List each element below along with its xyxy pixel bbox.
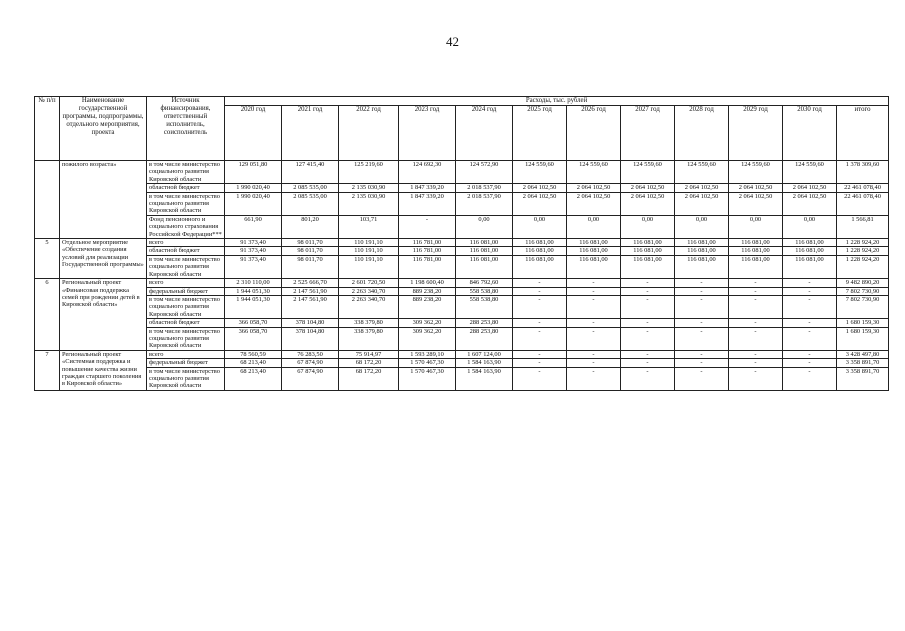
amount-cell: 116 081,00 xyxy=(513,255,567,278)
funding-source: федеральный бюджет xyxy=(147,287,225,295)
funding-source: всего xyxy=(147,279,225,287)
amount-cell: 288 253,80 xyxy=(456,327,513,350)
table-body xyxy=(35,161,889,391)
amount-cell: - xyxy=(621,279,675,287)
header-year: 2026 год xyxy=(567,106,621,161)
amount-cell: 2 064 102,50 xyxy=(567,184,621,192)
header-year: 2023 год xyxy=(399,106,456,161)
amount-cell: 2 064 102,50 xyxy=(567,192,621,215)
amount-cell: - xyxy=(783,295,837,318)
amount-cell: 1 847 339,20 xyxy=(399,184,456,192)
amount-cell: 9 482 890,20 xyxy=(837,279,889,287)
amount-cell: 78 560,59 xyxy=(225,350,282,358)
amount-cell: 1 944 051,30 xyxy=(225,287,282,295)
amount-cell: 2 064 102,50 xyxy=(513,192,567,215)
amount-cell: 1 570 467,30 xyxy=(399,359,456,367)
amount-cell: 2 064 102,50 xyxy=(621,192,675,215)
amount-cell: 22 461 078,40 xyxy=(837,184,889,192)
amount-cell: 1 228 924,20 xyxy=(837,255,889,278)
amount-cell: 116 081,00 xyxy=(675,247,729,255)
funding-source: в том числе министерство социального развития Кировской области xyxy=(147,327,225,350)
amount-cell: 889 238,20 xyxy=(399,295,456,318)
amount-cell: - xyxy=(567,327,621,350)
amount-cell: - xyxy=(783,319,837,327)
amount-cell: 110 191,10 xyxy=(339,255,399,278)
amount-cell: 7 802 730,90 xyxy=(837,287,889,295)
amount-cell: - xyxy=(675,295,729,318)
amount-cell: 116 781,00 xyxy=(399,255,456,278)
header-expenses: Расходы, тыс. рублей xyxy=(225,97,889,106)
row-number: 5 xyxy=(35,239,60,279)
amount-cell: 1 607 124,00 xyxy=(456,350,513,358)
amount-cell: 2 263 340,70 xyxy=(339,295,399,318)
amount-cell: 124 559,60 xyxy=(513,161,567,184)
amount-cell: 3 358 891,70 xyxy=(837,367,889,390)
amount-cell: 68 213,40 xyxy=(225,359,282,367)
program-name: Региональный проект «Системная поддержка и повышение качества жизни граждан старшего поколения в Кировской области» xyxy=(60,350,147,390)
amount-cell: 1 593 289,10 xyxy=(399,350,456,358)
amount-cell: 1 584 163,90 xyxy=(456,367,513,390)
amount-cell: 0,00 xyxy=(729,215,783,238)
amount-cell: 1 584 163,90 xyxy=(456,359,513,367)
header-year: 2030 год xyxy=(783,106,837,161)
amount-cell: - xyxy=(513,319,567,327)
amount-cell: 67 874,90 xyxy=(282,367,339,390)
amount-cell: 0,00 xyxy=(675,215,729,238)
amount-cell: 1 680 159,30 xyxy=(837,327,889,350)
amount-cell: - xyxy=(513,295,567,318)
table-row xyxy=(35,279,889,287)
amount-cell: 22 461 078,40 xyxy=(837,192,889,215)
amount-cell: 2 064 102,50 xyxy=(675,184,729,192)
amount-cell: - xyxy=(513,359,567,367)
amount-cell: - xyxy=(675,279,729,287)
amount-cell: 801,20 xyxy=(282,215,339,238)
amount-cell: - xyxy=(675,327,729,350)
table-header xyxy=(35,97,889,161)
table-row xyxy=(35,295,889,318)
amount-cell: 124 572,90 xyxy=(456,161,513,184)
amount-cell: 116 081,00 xyxy=(729,255,783,278)
header-year: 2025 год xyxy=(513,106,567,161)
amount-cell: - xyxy=(729,359,783,367)
amount-cell: 68 172,20 xyxy=(339,359,399,367)
amount-cell: 116 081,00 xyxy=(567,239,621,247)
amount-cell: - xyxy=(513,279,567,287)
amount-cell: 0,00 xyxy=(567,215,621,238)
amount-cell: 125 219,60 xyxy=(339,161,399,184)
row-number: 6 xyxy=(35,279,60,351)
amount-cell: 1 566,81 xyxy=(837,215,889,238)
amount-cell: 1 680 159,30 xyxy=(837,319,889,327)
table-row xyxy=(35,161,889,184)
amount-cell: - xyxy=(567,350,621,358)
amount-cell: - xyxy=(513,327,567,350)
amount-cell: 2 147 561,90 xyxy=(282,287,339,295)
amount-cell: - xyxy=(621,287,675,295)
amount-cell: 116 081,00 xyxy=(675,255,729,278)
amount-cell: 124 559,60 xyxy=(675,161,729,184)
table-row xyxy=(35,287,889,295)
amount-cell: - xyxy=(513,367,567,390)
amount-cell: - xyxy=(729,287,783,295)
header-no: № п/п xyxy=(35,97,60,161)
amount-cell: 98 011,70 xyxy=(282,255,339,278)
amount-cell: - xyxy=(783,350,837,358)
funding-source: областной бюджет xyxy=(147,184,225,192)
amount-cell: - xyxy=(621,327,675,350)
amount-cell: 116 081,00 xyxy=(675,239,729,247)
amount-cell: - xyxy=(783,359,837,367)
table-row xyxy=(35,247,889,255)
header-year: 2028 год xyxy=(675,106,729,161)
amount-cell: - xyxy=(783,327,837,350)
amount-cell: - xyxy=(621,319,675,327)
amount-cell: 1 570 467,30 xyxy=(399,367,456,390)
amount-cell: - xyxy=(621,295,675,318)
amount-cell: 116 081,00 xyxy=(456,247,513,255)
table-row xyxy=(35,192,889,215)
amount-cell: - xyxy=(729,279,783,287)
amount-cell: - xyxy=(729,327,783,350)
amount-cell: 661,90 xyxy=(225,215,282,238)
funding-source: федеральный бюджет xyxy=(147,359,225,367)
amount-cell: 2 135 030,90 xyxy=(339,184,399,192)
amount-cell: 1 847 339,20 xyxy=(399,192,456,215)
amount-cell: 1 228 924,20 xyxy=(837,247,889,255)
table-row xyxy=(35,367,889,390)
amount-cell: 124 559,60 xyxy=(621,161,675,184)
amount-cell: - xyxy=(729,367,783,390)
amount-cell: 1 990 020,40 xyxy=(225,192,282,215)
amount-cell: 2 064 102,50 xyxy=(513,184,567,192)
amount-cell: 76 283,50 xyxy=(282,350,339,358)
amount-cell: - xyxy=(513,350,567,358)
header-year: 2022 год xyxy=(339,106,399,161)
amount-cell: 889 238,20 xyxy=(399,287,456,295)
amount-cell: 1 198 600,40 xyxy=(399,279,456,287)
table-row xyxy=(35,359,889,367)
amount-cell: - xyxy=(675,319,729,327)
table-row xyxy=(35,327,889,350)
header-year: итого xyxy=(837,106,889,161)
amount-cell: - xyxy=(567,319,621,327)
amount-cell: 2 064 102,50 xyxy=(675,192,729,215)
table-row xyxy=(35,215,889,238)
amount-cell: 124 692,30 xyxy=(399,161,456,184)
row-number: 7 xyxy=(35,350,60,390)
amount-cell: 127 415,40 xyxy=(282,161,339,184)
amount-cell: 1 944 051,30 xyxy=(225,295,282,318)
header-source: Источник финансирования, ответственный исполнитель, соисполнитель xyxy=(147,97,225,161)
amount-cell: 98 011,70 xyxy=(282,247,339,255)
expenses-table xyxy=(34,96,889,391)
table-row xyxy=(35,184,889,192)
funding-source: в том числе министерство социального развития Кировской области xyxy=(147,255,225,278)
amount-cell: 2 525 666,70 xyxy=(282,279,339,287)
amount-cell: 1 378 309,60 xyxy=(837,161,889,184)
row-number xyxy=(35,161,60,239)
amount-cell: 129 051,80 xyxy=(225,161,282,184)
amount-cell: - xyxy=(567,279,621,287)
amount-cell: 338 379,80 xyxy=(339,327,399,350)
amount-cell: 124 559,60 xyxy=(729,161,783,184)
amount-cell: 0,00 xyxy=(783,215,837,238)
amount-cell: 2 310 110,00 xyxy=(225,279,282,287)
amount-cell: - xyxy=(729,350,783,358)
header-name: Наименование государственной программы, подпрограммы, отдельного мероприятия, проекта xyxy=(60,97,147,161)
amount-cell: 116 081,00 xyxy=(567,255,621,278)
amount-cell: - xyxy=(567,359,621,367)
amount-cell: 2 147 561,90 xyxy=(282,295,339,318)
amount-cell: - xyxy=(675,367,729,390)
amount-cell: 2 601 720,50 xyxy=(339,279,399,287)
amount-cell: 75 914,97 xyxy=(339,350,399,358)
table-row xyxy=(35,239,889,247)
funding-source: областной бюджет xyxy=(147,319,225,327)
amount-cell: 2 064 102,50 xyxy=(783,184,837,192)
amount-cell: 7 802 730,90 xyxy=(837,295,889,318)
amount-cell: 124 559,60 xyxy=(783,161,837,184)
funding-source: в том числе министерство социального развития Кировской области xyxy=(147,192,225,215)
amount-cell: 116 081,00 xyxy=(621,247,675,255)
amount-cell: - xyxy=(621,350,675,358)
amount-cell: 110 191,10 xyxy=(339,247,399,255)
amount-cell: 288 253,80 xyxy=(456,319,513,327)
funding-source: в том числе министерство социального развития Кировской области xyxy=(147,295,225,318)
amount-cell: 2 263 340,70 xyxy=(339,287,399,295)
header-year: 2021 год xyxy=(282,106,339,161)
amount-cell: - xyxy=(675,359,729,367)
amount-cell: 116 081,00 xyxy=(729,239,783,247)
amount-cell: - xyxy=(783,287,837,295)
amount-cell: 116 081,00 xyxy=(783,255,837,278)
amount-cell: 116 081,00 xyxy=(513,239,567,247)
header-year: 2024 год xyxy=(456,106,513,161)
table-row xyxy=(35,350,889,358)
table-row xyxy=(35,255,889,278)
header-year: 2027 год xyxy=(621,106,675,161)
amount-cell: 2 064 102,50 xyxy=(783,192,837,215)
amount-cell: 378 104,80 xyxy=(282,327,339,350)
amount-cell: - xyxy=(675,287,729,295)
amount-cell: 2 085 535,00 xyxy=(282,184,339,192)
table-row xyxy=(35,319,889,327)
amount-cell: 116 081,00 xyxy=(621,255,675,278)
amount-cell: 116 081,00 xyxy=(621,239,675,247)
funding-source: всего xyxy=(147,239,225,247)
amount-cell: - xyxy=(567,295,621,318)
amount-cell: - xyxy=(399,215,456,238)
amount-cell: 91 373,40 xyxy=(225,247,282,255)
amount-cell: 1 228 924,20 xyxy=(837,239,889,247)
amount-cell: 68 213,40 xyxy=(225,367,282,390)
amount-cell: 366 058,70 xyxy=(225,319,282,327)
header-year: 2029 год xyxy=(729,106,783,161)
amount-cell: 116 081,00 xyxy=(783,247,837,255)
amount-cell: - xyxy=(621,359,675,367)
amount-cell: 558 538,80 xyxy=(456,295,513,318)
amount-cell: 116 081,00 xyxy=(729,247,783,255)
amount-cell: - xyxy=(729,295,783,318)
program-name: Отдельное мероприятие «Обеспечение создания условий для реализации Государственной программы» xyxy=(60,239,147,279)
page-number: 42 xyxy=(446,34,459,49)
amount-cell: - xyxy=(513,287,567,295)
amount-cell: 0,00 xyxy=(621,215,675,238)
amount-cell: - xyxy=(567,367,621,390)
amount-cell: 116 781,00 xyxy=(399,247,456,255)
amount-cell: 91 373,40 xyxy=(225,255,282,278)
amount-cell: 558 538,80 xyxy=(456,287,513,295)
amount-cell: 2 085 535,00 xyxy=(282,192,339,215)
amount-cell: - xyxy=(621,367,675,390)
amount-cell: 2 064 102,50 xyxy=(729,192,783,215)
amount-cell: 116 081,00 xyxy=(456,255,513,278)
amount-cell: 2 064 102,50 xyxy=(621,184,675,192)
amount-cell: 68 172,20 xyxy=(339,367,399,390)
amount-cell: 2 018 537,90 xyxy=(456,192,513,215)
amount-cell: 124 559,60 xyxy=(567,161,621,184)
funding-source: в том числе министерство социального развития Кировской области xyxy=(147,161,225,184)
amount-cell: 67 874,90 xyxy=(282,359,339,367)
amount-cell: - xyxy=(675,350,729,358)
funding-source: областной бюджет xyxy=(147,247,225,255)
amount-cell: - xyxy=(783,279,837,287)
amount-cell: 91 373,40 xyxy=(225,239,282,247)
amount-cell: 103,71 xyxy=(339,215,399,238)
amount-cell: 116 081,00 xyxy=(513,247,567,255)
amount-cell: - xyxy=(783,367,837,390)
amount-cell: 3 358 891,70 xyxy=(837,359,889,367)
amount-cell: - xyxy=(729,319,783,327)
funding-source: всего xyxy=(147,350,225,358)
amount-cell: 846 792,60 xyxy=(456,279,513,287)
program-name: пожилого возраста» xyxy=(60,161,147,239)
amount-cell: 116 781,00 xyxy=(399,239,456,247)
amount-cell: 0,00 xyxy=(456,215,513,238)
amount-cell: 378 104,80 xyxy=(282,319,339,327)
amount-cell: 116 081,00 xyxy=(456,239,513,247)
amount-cell: 116 081,00 xyxy=(567,247,621,255)
amount-cell: 2 018 537,90 xyxy=(456,184,513,192)
amount-cell: 2 064 102,50 xyxy=(729,184,783,192)
amount-cell: 98 011,70 xyxy=(282,239,339,247)
amount-cell: 309 362,20 xyxy=(399,327,456,350)
amount-cell: 338 379,80 xyxy=(339,319,399,327)
amount-cell: 309 362,20 xyxy=(399,319,456,327)
amount-cell: 116 081,00 xyxy=(783,239,837,247)
amount-cell: 3 428 497,80 xyxy=(837,350,889,358)
amount-cell: 0,00 xyxy=(513,215,567,238)
funding-source: Фонд пенсионного и социального страхования Российской Федерации*** xyxy=(147,215,225,238)
program-name: Региональный проект «Финансовая поддержка семей при рождении детей в Кировской области» xyxy=(60,279,147,351)
amount-cell: 366 058,70 xyxy=(225,327,282,350)
amount-cell: - xyxy=(567,287,621,295)
amount-cell: 110 191,10 xyxy=(339,239,399,247)
funding-source: в том числе министерство социального развития Кировской области xyxy=(147,367,225,390)
amount-cell: 2 135 030,90 xyxy=(339,192,399,215)
header-year: 2020 год xyxy=(225,106,282,161)
amount-cell: 1 990 020,40 xyxy=(225,184,282,192)
